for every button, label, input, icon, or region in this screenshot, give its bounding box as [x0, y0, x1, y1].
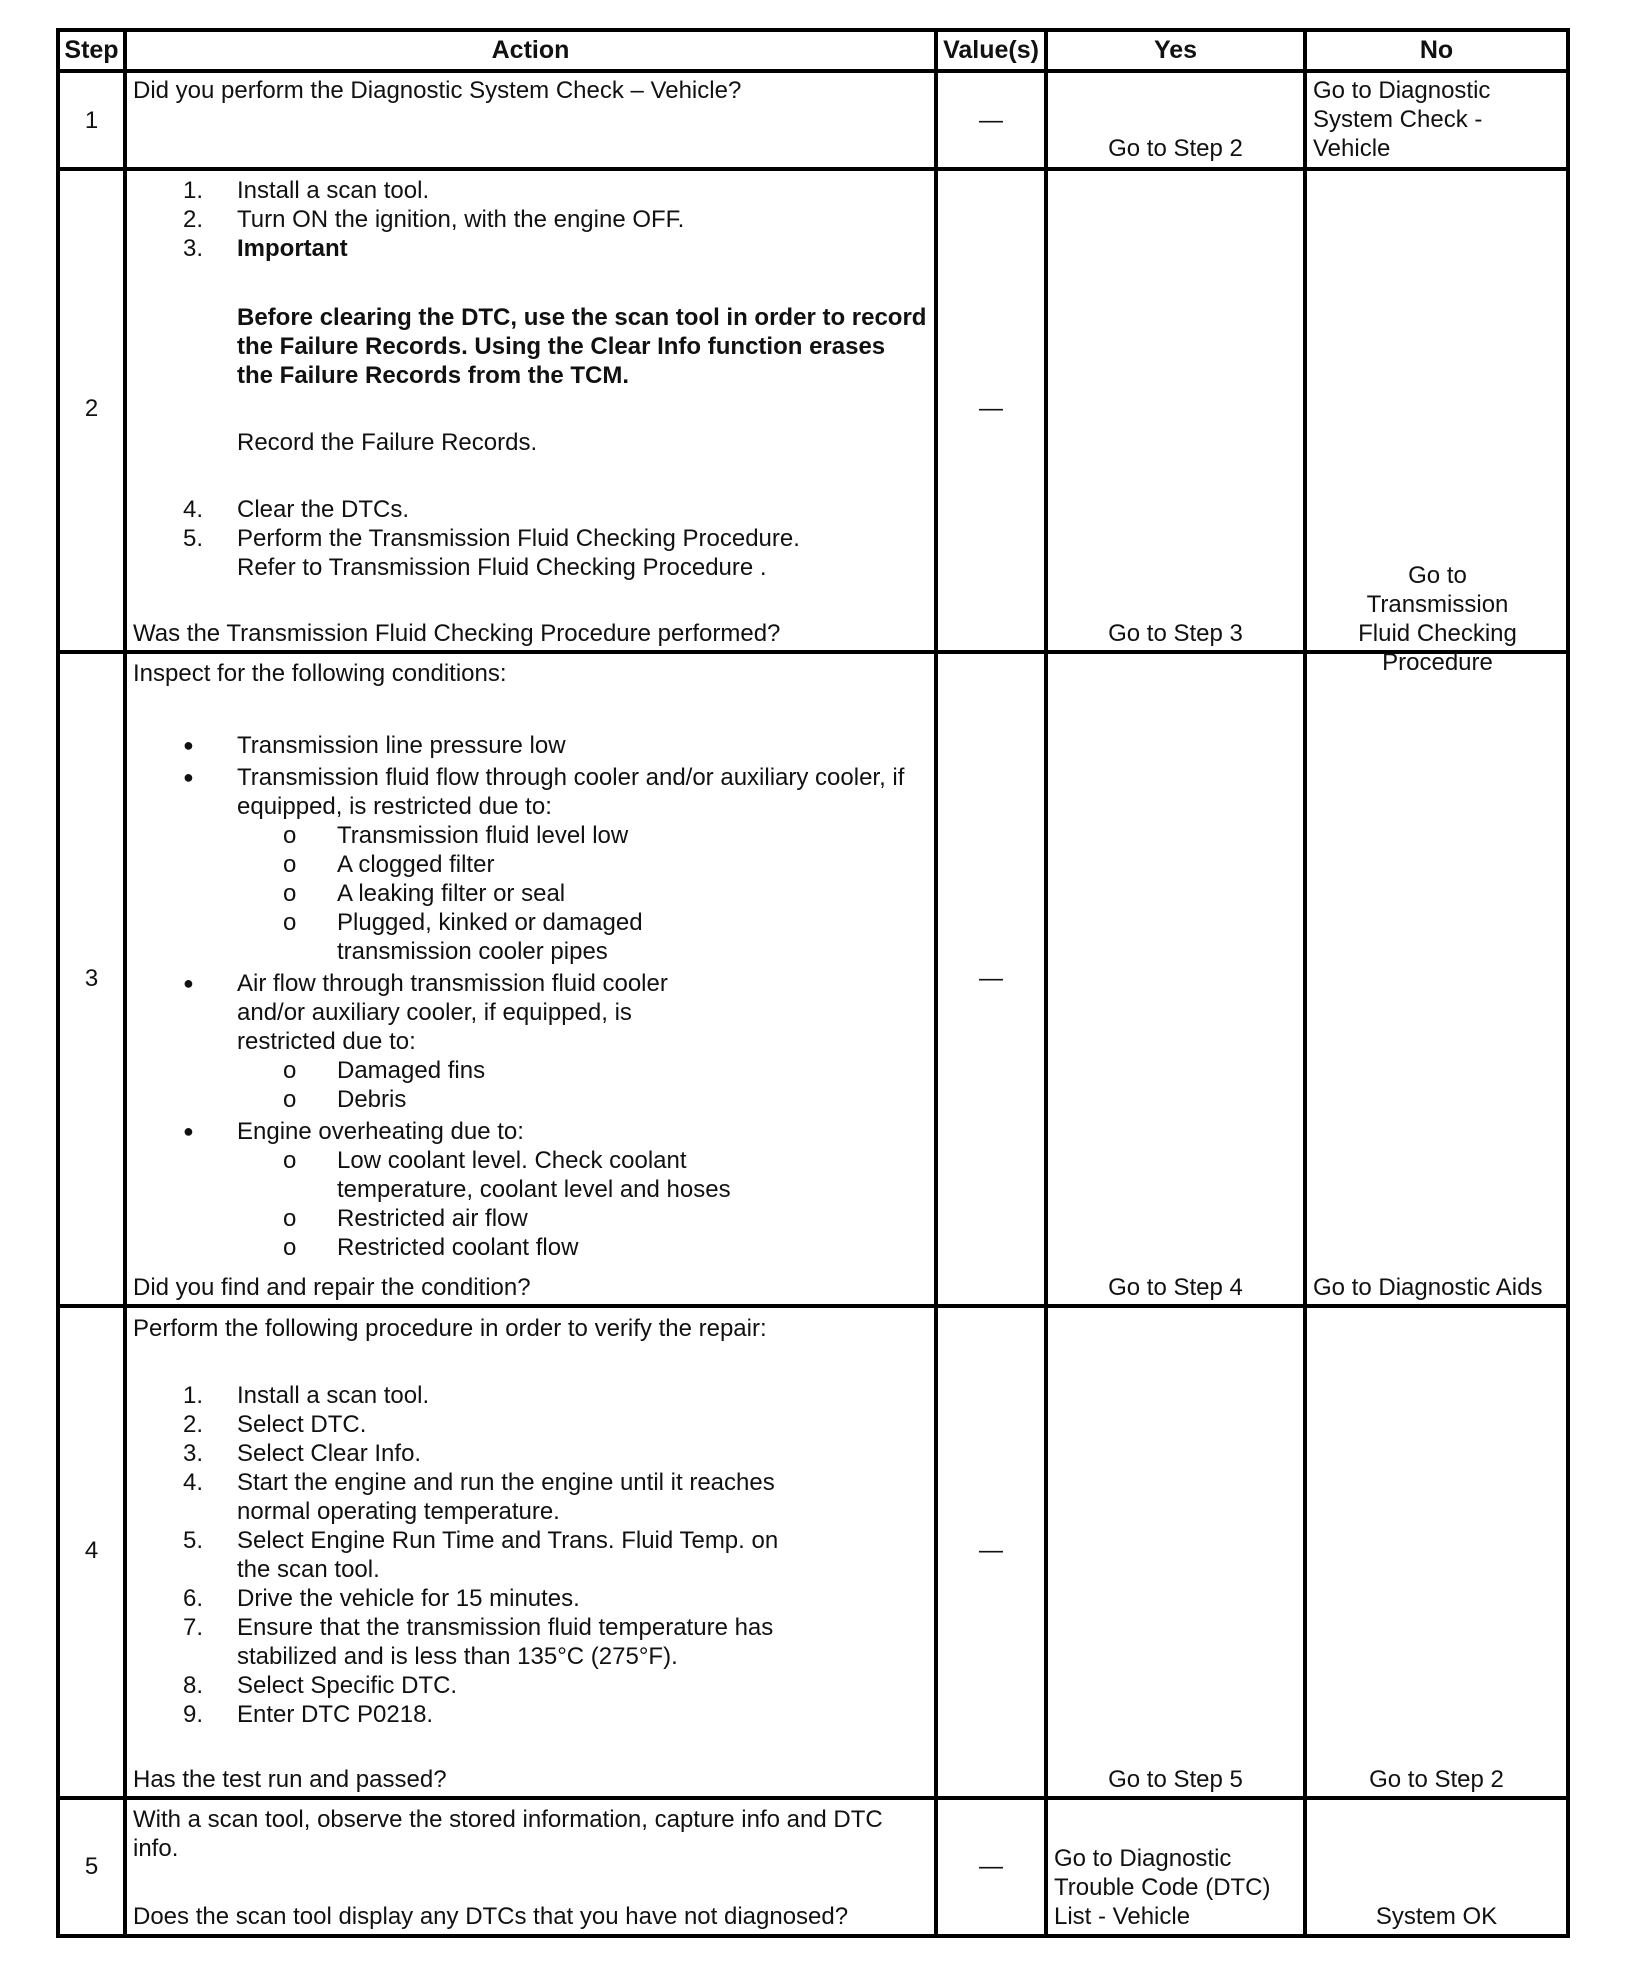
no-result: Go to Transmission Fluid Checking Procedure — [1358, 562, 1517, 676]
sub-list-item: o Plugged, kinked or damaged transmission cooler pipes — [283, 909, 643, 965]
row-divider — [60, 650, 1566, 654]
bullet-list — [133, 731, 938, 1262]
sub-list-item: o Low coolant level. Check coolant temperature, coolant level and hoses — [283, 1147, 731, 1203]
numbered-list — [133, 176, 928, 263]
list-item: 4. Start the engine and run the engine until it reaches normal operating temperature. — [183, 1469, 775, 1525]
row-divider — [60, 69, 1566, 73]
no-result: Go to Diagnostic Aids — [1313, 1274, 1543, 1301]
step-number: 5 — [84, 1853, 99, 1880]
list-item: 2. Turn ON the ignition, with the engine OFF. — [183, 206, 685, 233]
column-divider — [1303, 32, 1307, 1934]
row-divider — [60, 167, 1566, 171]
important-note: Before clearing the DTC, use the scan tool in order to record the Failure Records. Using the Clear Info function erases the Failure Records from the TCM. — [237, 304, 927, 389]
header-values: Value(s) — [943, 36, 1039, 64]
header-no: No — [1419, 36, 1454, 64]
yes-result: Go to Diagnostic Trouble Code (DTC) List - Vehicle — [1054, 1845, 1271, 1930]
yes-result: Go to Step 3 — [1108, 620, 1243, 647]
list-item: 4. Clear the DTCs. — [183, 496, 410, 523]
step-number: 1 — [84, 107, 99, 134]
no-result: Go to Step 2 — [1369, 1766, 1504, 1793]
row-divider — [60, 1796, 1566, 1800]
list-item: 7. Ensure that the transmission fluid temperature has stabilized and is less than 135°C (275°F). — [183, 1614, 774, 1670]
question-text: Does the scan tool display any DTCs that you have not diagnosed? — [133, 1903, 849, 1930]
list-item: 1. Install a scan tool. — [183, 177, 430, 204]
header-action: Action — [491, 36, 570, 64]
list-item: 1. Install a scan tool. — [183, 1382, 430, 1409]
action-intro: Inspect for the following conditions: — [133, 660, 507, 687]
list-item: 3. Select Clear Info. — [183, 1440, 422, 1467]
sub-list-item: o Restricted coolant flow — [283, 1234, 579, 1261]
sub-list-item: o Restricted air flow — [283, 1205, 528, 1232]
numbered-list — [133, 495, 928, 582]
list-item: ● Engine overheating due to: — [183, 1118, 524, 1145]
question-text: Has the test run and passed? — [133, 1766, 447, 1793]
record-text: Record the Failure Records. — [237, 429, 538, 456]
question-text: Was the Transmission Fluid Checking Procedure performed? — [133, 620, 781, 647]
no-result: System OK — [1375, 1903, 1498, 1930]
numbered-list — [133, 1381, 928, 1729]
list-item: 5. Perform the Transmission Fluid Checking Procedure. Refer to Transmission Fluid Checking Procedure . — [183, 525, 800, 581]
list-item: 9. Enter DTC P0218. — [183, 1701, 434, 1728]
column-divider — [1044, 32, 1048, 1934]
column-divider — [123, 32, 127, 1934]
list-item: 5. Select Engine Run Time and Trans. Fluid Temp. on the scan tool. — [183, 1527, 779, 1583]
yes-result: Go to Step 4 — [1108, 1274, 1243, 1301]
value-dash: — — [979, 395, 1003, 422]
list-item: ● Transmission fluid flow through cooler and/or auxiliary cooler, if equipped, is restricted due to: — [183, 764, 905, 820]
diagnostic-table — [56, 28, 1570, 1938]
sub-list-item: o A leaking filter or seal — [283, 880, 566, 907]
step-number: 4 — [84, 1537, 99, 1564]
yes-result: Go to Step 2 — [1108, 135, 1243, 162]
step-number: 3 — [84, 965, 99, 992]
value-dash: — — [979, 1853, 1003, 1880]
no-result: Go to Diagnostic System Check - Vehicle — [1313, 77, 1491, 162]
sub-list-item: o Damaged fins — [283, 1057, 486, 1084]
header-step: Step — [64, 36, 119, 64]
sub-list-item: o A clogged filter — [283, 851, 495, 878]
list-item: 6. Drive the vehicle for 15 minutes. — [183, 1585, 580, 1612]
row-divider — [60, 1304, 1566, 1308]
list-item: 8. Select Specific DTC. — [183, 1672, 458, 1699]
value-dash: — — [979, 965, 1003, 992]
list-item: ● Air flow through transmission fluid cooler and/or auxiliary cooler, if equipped, is restricted due to: — [183, 970, 668, 1055]
value-dash: — — [979, 1537, 1003, 1564]
value-dash: — — [979, 107, 1003, 134]
question-text: Did you find and repair the condition? — [133, 1274, 531, 1301]
step-number: 2 — [84, 395, 99, 422]
list-item: 3. Important — [183, 235, 348, 262]
list-item: ● Transmission line pressure low — [183, 732, 566, 759]
sub-list-item: o Transmission fluid level low — [283, 822, 629, 849]
action-intro: Perform the following procedure in order to verify the repair: — [133, 1315, 767, 1342]
header-yes: Yes — [1153, 36, 1198, 64]
action-intro: With a scan tool, observe the stored information, capture info and DTC info. — [133, 1806, 883, 1862]
yes-result: Go to Step 5 — [1108, 1766, 1243, 1793]
list-item: 2. Select DTC. — [183, 1411, 367, 1438]
action-text: Did you perform the Diagnostic System Check – Vehicle? — [133, 77, 742, 104]
sub-list-item: o Debris — [283, 1086, 407, 1113]
